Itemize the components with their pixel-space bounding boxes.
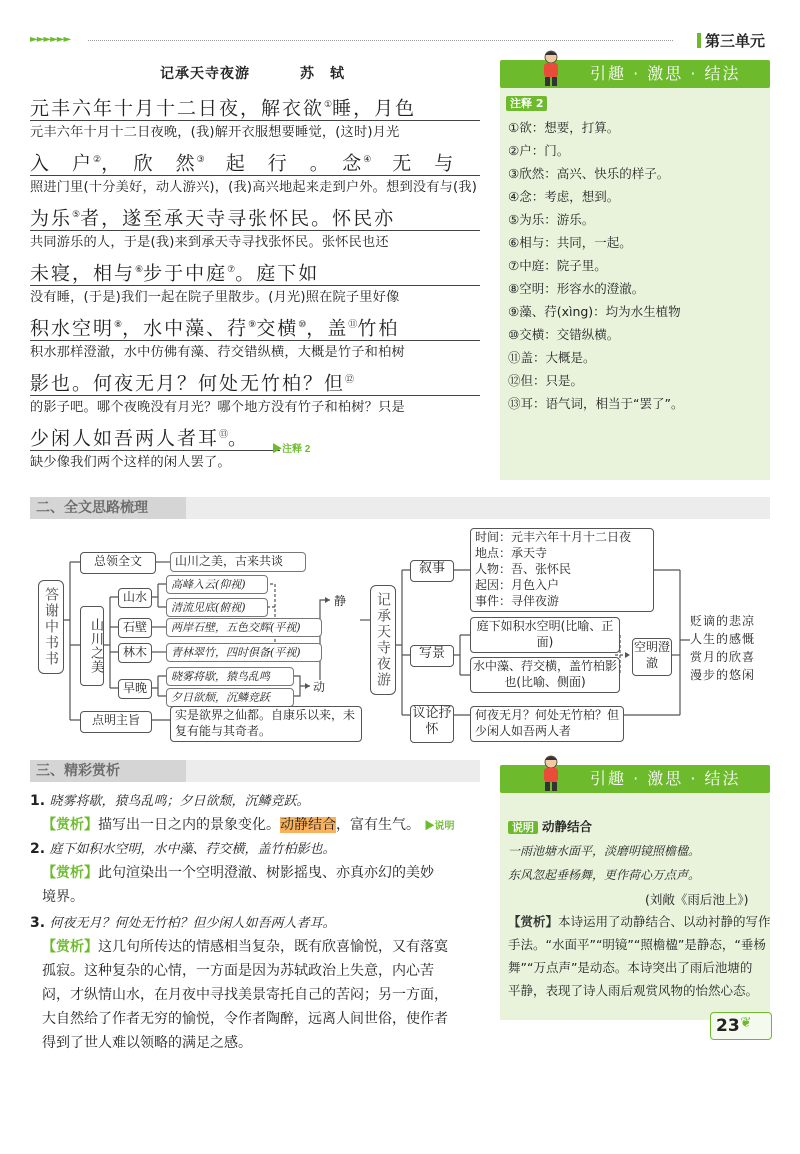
node-xiejing-1: 庭下如积水空明(比喻、正面) xyxy=(470,617,620,653)
note-item: ②户：门。 xyxy=(508,143,570,158)
appreciation-3-text-cont: 得到了世人难以领略的满足之感。 xyxy=(42,1035,252,1051)
leaf-icon: ❦ xyxy=(740,1015,752,1031)
appreciation-2-quote: 2. 庭下如积水空明，水中藻、荇交横，盖竹柏影也。 xyxy=(30,841,336,857)
note-item: ⑨藻、荇(xìng)：均为水生植物 xyxy=(508,304,681,319)
note-item: ④念：考虑，想到。 xyxy=(508,189,620,204)
poem-analysis-4: 平静，表现了诗人雨后观赏风物的怡然心态。 xyxy=(508,983,759,998)
original-line-1: 元丰六年十月十二日夜，解衣欲①睡，月色 xyxy=(30,90,480,121)
original-line-5: 积水空明⑧，水中藻、荇⑨交横⑩，盖⑪竹柏 xyxy=(30,310,480,341)
diagram-root-right: 记承天寺夜游 xyxy=(370,585,396,695)
note-item: ⑪盖：大概是。 xyxy=(508,350,596,365)
label-dong: 动 xyxy=(313,680,326,694)
appreciation-3-quote: 3. 何夜无月？何处无竹柏？但少闲人如吾两人者耳。 xyxy=(30,915,336,931)
label-jing: 静 xyxy=(334,594,347,608)
translation-line-7: 缺少像我们两个这样的闲人罢了。 xyxy=(30,455,231,470)
translation-line-1: 元丰六年十月十二日夜晚，(我)解开衣服想要睡觉，(这时)月光 xyxy=(30,125,400,140)
node-yilun: 议论抒怀 xyxy=(410,705,454,743)
node-xushi-content: 时间：元丰六年十月十二日夜 地点：承天寺 人物：吾、张怀民 起因：月色入户 事件：寻伴夜游 xyxy=(470,528,654,612)
note-item: ③欣然：高兴、快乐的样子。 xyxy=(508,166,670,181)
poem-badge: 说明 xyxy=(508,821,538,834)
node-kongming: 空明澄澈 xyxy=(632,638,672,676)
section3-title: 三、精彩赏析 xyxy=(30,760,186,782)
node-xushi: 叙事 xyxy=(410,560,454,582)
node-linmu: 林木 xyxy=(118,643,152,663)
appreciation-3-text-cont: 孤寂。这种复杂的心情，一方面是因为苏轼政治上失意，内心苦 xyxy=(42,963,434,979)
node-xiejing-2: 水中藻、荇交横，盖竹柏影也(比喻、侧面) xyxy=(470,657,620,693)
translation-line-2: 照进门里(十分美好，动人游兴)，(我)高兴地起来走到户外。想到没有与(我) xyxy=(30,180,478,195)
appreciation-3-text: 【赏析】这几句所传达的情感相当复杂，既有欣喜愉悦，又有落寞 xyxy=(42,939,448,955)
poem-line-2: 东风忽起垂杨舞，更作荷心万点声。 xyxy=(508,868,701,882)
poem-badge-row: 说明 动静结合 xyxy=(508,817,592,835)
unit-title: 第三单元 xyxy=(705,32,766,50)
poem-analysis-1: 【赏析】本诗运用了动静结合、以动衬静的写作 xyxy=(508,914,771,929)
original-line-7: 少闲人如吾两人者耳⑬。 xyxy=(30,420,280,451)
node-zongling: 总领全文 xyxy=(80,552,156,574)
appreciation-1-text: 【赏析】描写出一日之内的景象变化。动静结合，富有生气。 ▶说明 xyxy=(42,817,455,833)
note-item: ⑫但：只是。 xyxy=(508,373,584,388)
appreciation-2-text-cont: 境界。 xyxy=(42,889,84,905)
original-line-2: 入 户②， 欣 然③ 起 行 。 念④ 无 与 xyxy=(30,145,480,176)
translation-line-5: 积水那样澄澈，水中仿佛有藻、荇交错纵横，大概是竹子和柏树 xyxy=(30,345,405,360)
diagram-root-left: 答谢中书书 xyxy=(38,580,64,674)
node-zaowan: 早晚 xyxy=(118,679,152,699)
appreciation-2-text: 【赏析】此句渲染出一个空明澄澈、树影摇曳、亦真亦幻的美妙 xyxy=(42,865,434,881)
section2-title: 二、全文思路梳理 xyxy=(30,497,186,519)
node-shibi: 石壁 xyxy=(118,618,152,638)
note-item: ⑬耳：语气词，相当于“罢了”。 xyxy=(508,396,684,411)
translation-line-3: 共同游乐的人，于是(我)来到承天寺寻找张怀民。张怀民也还 xyxy=(30,235,389,250)
note-item: ⑤为乐：游乐。 xyxy=(508,212,595,227)
poem-analysis-3: 舞”“万点声”是动态。本诗突出了雨后池塘的 xyxy=(508,960,753,975)
note-item: ⑦中庭：院子里。 xyxy=(508,258,607,273)
node-shanshui-1: 高峰入云(仰视) xyxy=(166,575,268,594)
node-zaowan-1: 晓雾将歇，猿鸟乱鸣 xyxy=(166,667,294,686)
note-item: ①欲：想要，打算。 xyxy=(508,120,620,135)
appreciation-3-text-cont: 闷，才纵情山水，在月夜中寻找美景寄托自己的苦闷；另一方面， xyxy=(42,987,448,1003)
node-linmu-1: 青林翠竹，四时俱备(平视) xyxy=(166,643,322,662)
translation-line-4: 没有睡，(于是)我们一起在院子里散步。(月光)照在院子里好像 xyxy=(30,290,400,305)
poem-panel-head: 引趣 · 激思 · 结法 xyxy=(500,765,770,793)
translation-line-6: 的影子吧。哪个夜晚没有月光？哪个地方没有竹子和柏树？只是 xyxy=(30,400,405,415)
text-title-name: 记承天寺夜游 xyxy=(160,66,250,82)
node-shibi-1: 两岸石壁，五色交辉(平视) xyxy=(166,618,322,637)
note-item: ⑧空明：形容水的澄澈。 xyxy=(508,281,645,296)
original-line-4: 未寝，相与⑥步于中庭⑦。庭下如 xyxy=(30,255,480,286)
node-shanchuan: 山川之美 xyxy=(80,606,104,686)
appreciation-3-text-cont: 大自然给了作者无穷的愉悦，令作者陶醉，远离人间世俗，使作者 xyxy=(42,1011,448,1027)
poem-analysis-2: 手法。“水面平”“明镜”“照檐楹”是静态，“垂杨 xyxy=(508,937,766,952)
appreciation-1-quote: 1. 晓雾将歇，猿鸟乱鸣；夕日欲颓，沉鳞竞跃。 xyxy=(30,793,310,809)
note-item: ⑥相与：共同，一起。 xyxy=(508,235,632,250)
poem-line-1: 一雨池塘水面平，淡磨明镜照檐楹。 xyxy=(508,844,701,858)
node-shanshui-2: 清流见底(俯视) xyxy=(166,598,268,617)
node-yilun-content: 何夜无月？何处无竹柏？但少闲人如吾两人者 xyxy=(470,706,624,742)
original-line-6: 影也。何夜无月？何处无竹柏？但⑫ xyxy=(30,365,480,396)
node-dianming-content: 实是欲界之仙都。自康乐以来，未复有能与其奇者。 xyxy=(170,706,362,742)
node-zaowan-2: 夕日欲颓，沉鳞竞跃 xyxy=(166,688,294,707)
page-number: 23 xyxy=(716,1016,740,1036)
text-author: 苏 轼 xyxy=(300,66,345,82)
note-item: ⑩交横：交错纵横。 xyxy=(508,327,620,342)
note-tag-link[interactable]: ▶注释 2 xyxy=(272,444,311,455)
node-xiejing: 写景 xyxy=(410,645,454,667)
mascot-icon xyxy=(540,755,562,791)
notes-panel-head: 引趣 · 激思 · 结法 xyxy=(500,60,770,88)
node-zongling-content: 山川之美，古来共谈 xyxy=(170,552,306,572)
notes-badge: 注释 2 xyxy=(506,96,547,111)
node-summary: 贬谪的悲凉人生的感慨赏月的欣喜漫步的悠闲 xyxy=(690,614,756,682)
poem-source: (刘敞《雨后池上》) xyxy=(645,892,749,907)
node-shanshui: 山水 xyxy=(118,588,152,608)
node-dianming: 点明主旨 xyxy=(80,711,152,733)
original-line-3: 为乐⑤者，遂至承天寺寻张怀民。怀民亦 xyxy=(30,200,480,231)
header-arrows: ►►►►►► xyxy=(30,34,71,45)
